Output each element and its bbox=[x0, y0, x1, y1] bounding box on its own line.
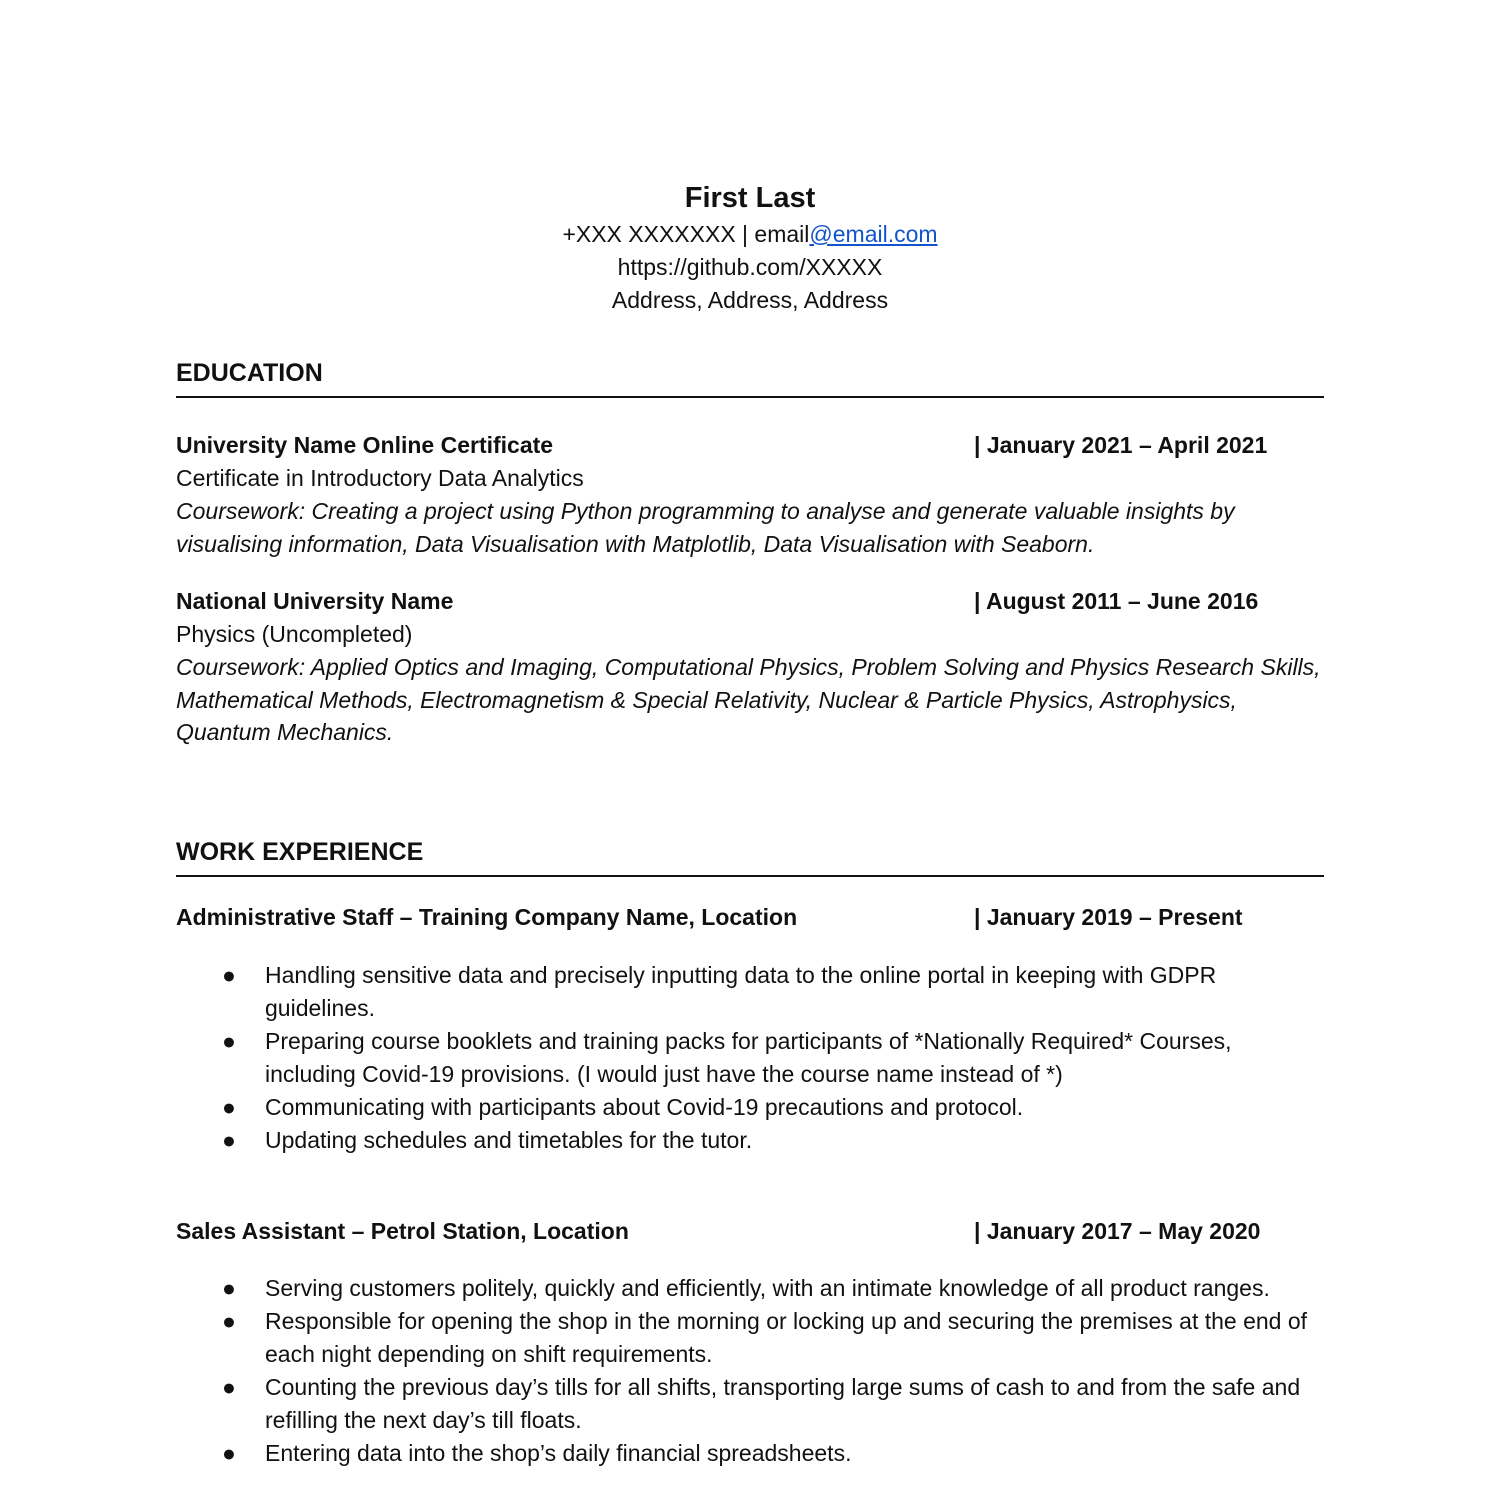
resume-page bbox=[176, 178, 1324, 1470]
job-dates: | January 2017 – May 2020 bbox=[974, 1217, 1261, 1244]
job-dates: | January 2019 – Present bbox=[974, 903, 1243, 930]
bullet-icon: ● bbox=[222, 1093, 236, 1120]
education-entry-header bbox=[176, 585, 1324, 618]
education-section-title: EDUCATION bbox=[176, 356, 1324, 398]
bullet-text: Communicating with participants about Covid-19 precautions and protocol. bbox=[265, 1093, 1024, 1120]
job-bullet-list bbox=[176, 1272, 1324, 1470]
list-item bbox=[176, 1305, 1324, 1371]
job-bullet-list bbox=[176, 959, 1324, 1157]
address-line: Address, Address, Address bbox=[611, 287, 889, 313]
bullet-text: Preparing course booklets and training packs for participants of *Nationally Required* Courses, including Covid-19 provisions. (I would just have the course name instead of *) bbox=[265, 1027, 1232, 1087]
list-item bbox=[176, 959, 1324, 1025]
list-item bbox=[176, 1371, 1324, 1437]
work-experience-section-title: WORK EXPERIENCE bbox=[176, 835, 1324, 877]
bullet-text: Entering data into the shop’s daily financial spreadsheets. bbox=[265, 1439, 852, 1466]
bullet-text: Counting the previous day’s tills for all shifts, transporting large sums of cash to and from the safe and refilling the next day’s till floats. bbox=[265, 1373, 1301, 1433]
bullet-text: Updating schedules and timetables for the tutor. bbox=[265, 1126, 753, 1153]
github-url: https://github.com/XXXXX bbox=[617, 254, 883, 280]
job-role: Administrative Staff – Training Company Name, Location bbox=[176, 903, 798, 930]
job-entry-header bbox=[176, 1215, 1324, 1248]
list-item bbox=[176, 1091, 1324, 1124]
bullet-icon: ● bbox=[222, 1027, 236, 1054]
bullet-icon: ● bbox=[222, 1439, 236, 1466]
bullet-icon: ● bbox=[222, 1274, 236, 1301]
job-entry bbox=[176, 1215, 1324, 1470]
coursework: Coursework: Creating a project using Python programming to analyse and generate valuable insights by visualising information, Data Visualisation with Matplotlib, Data Visualisation with Seaborn. bbox=[176, 498, 1235, 557]
coursework: Coursework: Applied Optics and Imaging, Computational Physics, Problem Solving and Physics Research Skills, Mathematical Methods, Electromagnetism & Special Relativity, Nuclear & Particle Physics, Astrophysics, Quantum Mechanics. bbox=[176, 654, 1321, 745]
list-item bbox=[176, 1437, 1324, 1470]
bullet-icon: ● bbox=[222, 1373, 236, 1400]
bullet-text: Handling sensitive data and precisely inputting data to the online portal in keeping with GDPR guidelines. bbox=[265, 961, 1217, 1021]
education-entry bbox=[176, 429, 1324, 560]
education-dates: | January 2021 – April 2021 bbox=[974, 432, 1268, 458]
email-link[interactable]: @email.com bbox=[809, 221, 938, 247]
bullet-text: Responsible for opening the shop in the morning or locking up and securing the premises at the end of each night depending on shift requirements. bbox=[265, 1307, 1308, 1367]
education-entry-header bbox=[176, 429, 1324, 462]
list-item bbox=[176, 1025, 1324, 1091]
education-dates: | August 2011 – June 2016 bbox=[974, 588, 1259, 614]
resume-header bbox=[176, 178, 1324, 317]
qualification: Certificate in Introductory Data Analytics bbox=[176, 465, 584, 491]
institution-name: National University Name bbox=[176, 588, 454, 614]
institution-name: University Name Online Certificate bbox=[176, 432, 554, 458]
job-entry-header bbox=[176, 901, 1324, 934]
bullet-icon: ● bbox=[222, 1126, 236, 1153]
bullet-icon: ● bbox=[222, 961, 236, 988]
contact-line bbox=[176, 218, 1324, 251]
candidate-name: First Last bbox=[684, 182, 816, 214]
bullet-text: Serving customers politely, quickly and efficiently, with an intimate knowledge of all product ranges. bbox=[265, 1274, 1270, 1301]
list-item bbox=[176, 1124, 1324, 1157]
bullet-icon: ● bbox=[222, 1307, 236, 1334]
job-role: Sales Assistant – Petrol Station, Location bbox=[176, 1217, 629, 1244]
education-entry bbox=[176, 585, 1324, 749]
job-entry bbox=[176, 901, 1324, 1157]
phone-and-email-prefix: +XXX XXXXXXX | email bbox=[562, 221, 810, 247]
list-item bbox=[176, 1272, 1324, 1305]
qualification: Physics (Uncompleted) bbox=[176, 621, 413, 647]
